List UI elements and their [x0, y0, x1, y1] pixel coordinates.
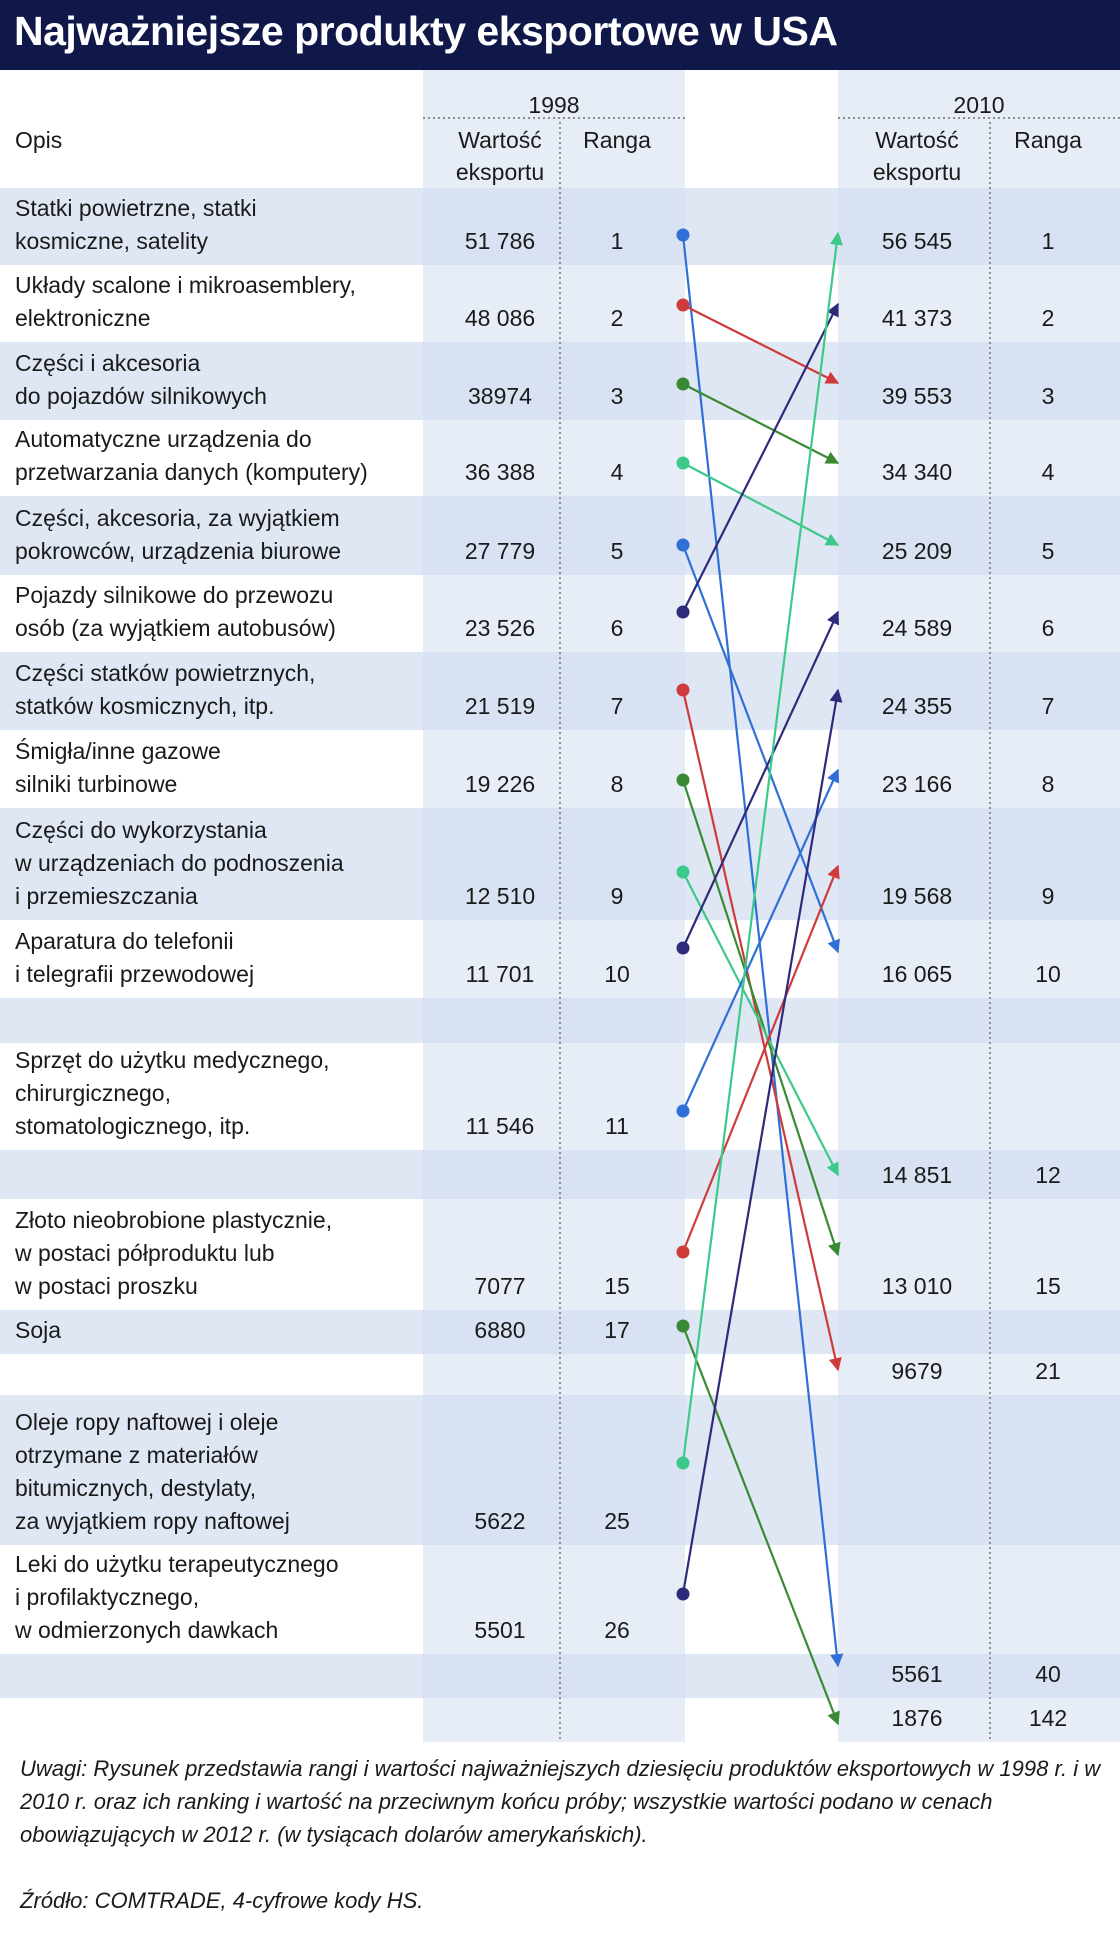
- row-desc-14-0: Soja: [15, 1317, 62, 1343]
- column-1998: [423, 70, 685, 1742]
- row-desc-4-1: pokrowców, urządzenia biurowe: [15, 538, 342, 564]
- row-desc-7-1: silniki turbinowe: [15, 771, 178, 797]
- rank-2010-1: 2: [1041, 305, 1055, 331]
- header-value-1998-l2: eksportu: [455, 159, 545, 185]
- value-1998-9: 11 701: [465, 961, 535, 987]
- header-value-2010-l2: eksportu: [872, 159, 962, 185]
- rank-1998-5: 6: [610, 615, 624, 641]
- row-desc-2-0: Części i akcesoria: [15, 350, 201, 376]
- value-2010-9: 16 065: [881, 961, 953, 987]
- value-2010-7: 23 166: [881, 771, 953, 797]
- value-1998-5: 23 526: [464, 615, 536, 641]
- rank-2010-5: 6: [1041, 615, 1055, 641]
- rank-1998-17: 26: [604, 1617, 630, 1643]
- slope-dot-11: [677, 1246, 690, 1259]
- row-desc-17-2: w odmierzonych dawkach: [15, 1617, 279, 1643]
- row-desc-4-0: Części, akcesoria, za wyjątkiem: [15, 505, 340, 531]
- rank-1998-9: 10: [604, 961, 630, 987]
- value-1998-16: 5622: [474, 1508, 526, 1534]
- header-year-1998: 1998: [528, 92, 580, 118]
- slope-dot-14: [677, 1588, 690, 1601]
- row-desc-16-2: bitumicznych, destylaty,: [15, 1475, 257, 1501]
- row-desc-16-3: za wyjątkiem ropy naftowej: [15, 1508, 290, 1534]
- rank-2010-13: 15: [1035, 1273, 1061, 1299]
- value-2010-18: 5561: [891, 1661, 943, 1687]
- row-desc-8-0: Części do wykorzystania: [15, 817, 267, 843]
- row-desc-1-1: elektroniczne: [15, 305, 151, 331]
- slope-dot-6: [677, 684, 690, 697]
- slope-dot-0: [677, 229, 690, 242]
- value-2010-13: 13 010: [881, 1273, 953, 1299]
- rank-1998-14: 17: [604, 1317, 630, 1343]
- row-desc-11-2: stomatologicznego, itp.: [15, 1113, 251, 1139]
- value-2010-5: 24 589: [881, 615, 953, 641]
- header-rank-1998: Ranga: [583, 127, 651, 153]
- rank-2010-8: 9: [1041, 883, 1055, 909]
- value-1998-6: 21 519: [464, 693, 536, 719]
- rank-2010-18: 40: [1035, 1661, 1061, 1687]
- row-desc-16-1: otrzymane z materiałów: [15, 1442, 258, 1468]
- rank-2010-9: 10: [1035, 961, 1061, 987]
- slope-dot-5: [677, 606, 690, 619]
- value-1998-13: 7077: [474, 1273, 526, 1299]
- header-desc: Opis: [15, 127, 63, 153]
- row-desc-5-0: Pojazdy silnikowe do przewozu: [15, 582, 334, 608]
- row-desc-1-0: Układy scalone i mikroasemblery,: [15, 272, 356, 298]
- row-desc-8-2: i przemieszczania: [15, 883, 198, 909]
- header-rank-2010: Ranga: [1014, 127, 1082, 153]
- row-desc-8-1: w urządzeniach do podnoszenia: [15, 850, 344, 876]
- value-1998-7: 19 226: [464, 771, 536, 797]
- value-1998-4: 27 779: [464, 538, 536, 564]
- rank-1998-0: 1: [610, 228, 624, 254]
- value-1998-0: 51 786: [464, 228, 536, 254]
- rank-1998-6: 7: [610, 693, 624, 719]
- page-title: Najważniejsze produkty eksportowe w USA: [14, 8, 838, 54]
- value-2010-8: 19 568: [881, 883, 953, 909]
- row-desc-3-1: przetwarzania danych (komputery): [15, 459, 368, 485]
- slope-dot-4: [677, 539, 690, 552]
- row-desc-6-1: statków kosmicznych, itp.: [15, 693, 275, 719]
- row-desc-0-1: kosmiczne, satelity: [15, 228, 209, 254]
- value-1998-14: 6880: [474, 1317, 526, 1343]
- row-desc-16-0: Oleje ropy naftowej i oleje: [15, 1409, 279, 1435]
- header-value-1998: Wartość: [458, 127, 542, 153]
- value-2010-15: 9679: [891, 1358, 943, 1384]
- slope-dot-12: [677, 1320, 690, 1333]
- column-2010: [838, 70, 1120, 1742]
- rank-1998-4: 5: [610, 538, 624, 564]
- header-value-2010: Wartość: [875, 127, 959, 153]
- row-desc-5-1: osób (za wyjątkiem autobusów): [15, 615, 336, 641]
- row-desc-13-0: Złoto nieobrobione plastycznie,: [15, 1207, 333, 1233]
- value-1998-2: 38974: [468, 383, 532, 409]
- value-1998-1: 48 086: [464, 305, 536, 331]
- rank-1998-13: 15: [604, 1273, 630, 1299]
- value-2010-12: 14 851: [881, 1162, 953, 1188]
- chart-source: Źródło: COMTRADE, 4-cyfrowe kody HS.: [20, 1888, 424, 1913]
- rank-2010-3: 4: [1041, 459, 1055, 485]
- value-2010-0: 56 545: [881, 228, 953, 254]
- row-desc-9-1: i telegrafii przewodowej: [15, 961, 255, 987]
- row-desc-13-2: w postaci proszku: [15, 1273, 198, 1299]
- row-desc-11-1: chirurgicznego,: [15, 1080, 171, 1106]
- row-desc-9-0: Aparatura do telefonii: [15, 928, 234, 954]
- rank-1998-11: 11: [605, 1113, 629, 1139]
- rank-1998-16: 25: [604, 1508, 630, 1534]
- value-1998-3: 36 388: [464, 459, 536, 485]
- value-1998-17: 5501: [474, 1617, 526, 1643]
- rank-2010-0: 1: [1041, 228, 1055, 254]
- value-1998-11: 11 546: [465, 1113, 535, 1139]
- row-desc-11-0: Sprzęt do użytku medycznego,: [15, 1047, 330, 1073]
- rank-2010-19: 142: [1028, 1705, 1068, 1731]
- slope-dot-1: [677, 299, 690, 312]
- value-2010-2: 39 553: [881, 383, 953, 409]
- row-desc-0-0: Statki powietrzne, statki: [15, 195, 257, 221]
- slope-dot-2: [677, 378, 690, 391]
- row-desc-17-0: Leki do użytku terapeutycznego: [15, 1551, 339, 1577]
- rank-2010-2: 3: [1041, 383, 1055, 409]
- rank-2010-12: 12: [1035, 1162, 1061, 1188]
- row-desc-13-1: w postaci półproduktu lub: [15, 1240, 275, 1266]
- row-desc-17-1: i profilaktycznego,: [15, 1584, 200, 1610]
- slope-dot-3: [677, 457, 690, 470]
- value-2010-6: 24 355: [881, 693, 953, 719]
- rank-2010-7: 8: [1041, 771, 1055, 797]
- row-desc-2-1: do pojazdów silnikowych: [15, 383, 267, 409]
- chart-note: Uwagi: Rysunek przedstawia rangi i wartości najważniejszych dziesięciu produktów eksportowych w 1998 r. i w 2010 r. oraz ich ranking i wartość na przeciwnym końcu próby; wszystkie wartości podano w cenach obowiązujących w 2012 r. (w tysiącach dolarów amerykańskich).: [20, 1756, 1101, 1847]
- slope-dot-10: [677, 1105, 690, 1118]
- rank-2010-4: 5: [1041, 538, 1055, 564]
- slope-dot-8: [677, 866, 690, 879]
- rank-2010-15: 21: [1035, 1358, 1061, 1384]
- slope-dot-7: [677, 774, 690, 787]
- rank-1998-7: 8: [610, 771, 624, 797]
- slope-dot-9: [677, 942, 690, 955]
- rank-2010-6: 7: [1041, 693, 1055, 719]
- value-2010-1: 41 373: [881, 305, 953, 331]
- rank-1998-1: 2: [610, 305, 624, 331]
- value-1998-8: 12 510: [464, 883, 536, 909]
- value-2010-19: 1876: [891, 1705, 943, 1731]
- value-2010-4: 25 209: [881, 538, 953, 564]
- row-desc-6-0: Części statków powietrznych,: [15, 660, 316, 686]
- row-desc-7-0: Śmigła/inne gazowe: [15, 738, 221, 764]
- rank-1998-8: 9: [610, 883, 624, 909]
- rank-1998-2: 3: [610, 383, 624, 409]
- slope-dot-13: [677, 1457, 690, 1470]
- rank-1998-3: 4: [610, 459, 624, 485]
- value-2010-3: 34 340: [881, 459, 953, 485]
- header-year-2010: 2010: [953, 92, 1005, 118]
- row-desc-3-0: Automatyczne urządzenia do: [15, 426, 312, 452]
